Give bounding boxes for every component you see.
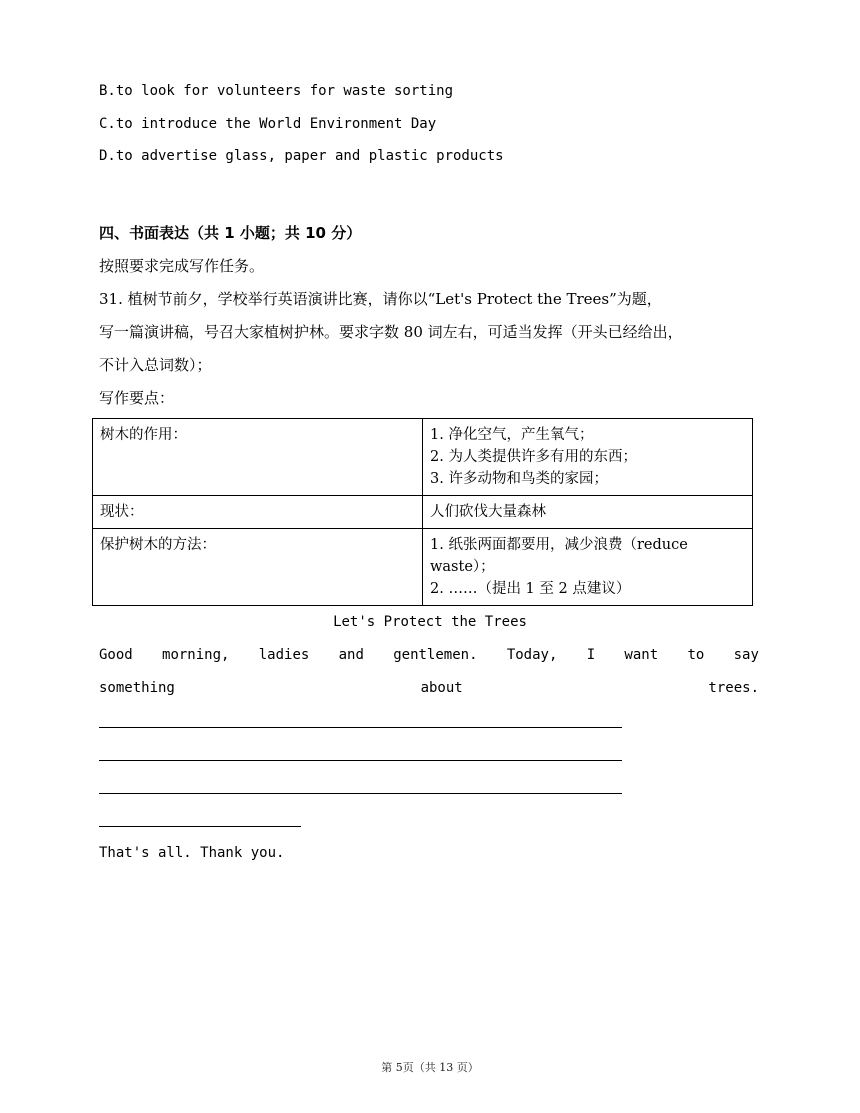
table-item: 2. 为人类提供许多有用的东西； [430,449,637,465]
table-cell-content [423,496,753,529]
answer-blank-line[interactable] [99,793,622,794]
answer-blank-line[interactable] [99,826,301,827]
essay-word: Today, [506,647,558,663]
section-instruction: 按照要求完成写作任务。 [99,257,265,275]
question-line-2: 写一篇演讲稿，号召大家植树护林。要求字数 80 词左右，可适当发挥（开头已经给出， [99,323,683,341]
essay-word: ladies [258,647,310,663]
essay-word: to [687,647,705,663]
answer-blank-line[interactable] [99,727,622,728]
writing-points-table [92,418,753,606]
option-b: B.to look for volunteers for waste sorting [99,83,454,99]
option-d: D.to advertise glass, paper and plastic products [99,148,504,164]
table-cell-content [423,529,753,606]
section-heading: 四、书面表达（共 1 小题；共 10 分） [99,224,362,242]
essay-word: trees. [708,680,759,696]
table-cell-label: 树木的作用： [93,419,423,496]
essay-word: something [99,680,175,696]
option-c: C.to introduce the World Environment Day [99,116,437,132]
table-item: 3. 许多动物和鸟类的家园； [430,471,608,487]
essay-word: Good [99,647,133,663]
question-line-1: 31. 植树节前夕，学校举行英语演讲比赛，请你以“Let's Protect the Trees”为题， [99,290,662,308]
table-row [93,419,753,496]
table-item: waste）； [430,559,495,575]
page-footer: 第 5页（共 13 页） [381,1061,479,1074]
essay-word: I [586,647,596,663]
table-cell-label: 现状： [93,496,423,529]
essay-title: Let's Protect the Trees [333,614,527,630]
question-line-3: 不计入总词数）； [99,356,212,374]
essay-closing: That's all. Thank you. [99,845,285,861]
essay-opening-line-1 [99,645,759,665]
table-cell-label: 保护树木的方法： [93,529,423,606]
table-row [93,496,753,529]
table-item: 人们砍伐大量森林 [430,504,546,520]
table-item: 1. 净化空气，产生氧气； [430,427,594,443]
essay-word: gentlemen. [393,647,478,663]
essay-word: morning, [162,647,230,663]
answer-blank-line[interactable] [99,760,622,761]
essay-word: about [420,680,463,696]
table-row [93,529,753,606]
essay-word: want [624,647,659,663]
essay-word: say [733,647,759,663]
writing-points-label: 写作要点： [99,389,175,407]
table-item: 1. 纸张两面都要用，减少浪费（reduce [430,537,688,553]
table-cell-content [423,419,753,496]
essay-opening-line-2 [99,678,759,698]
table-item: 2. ……（提出 1 至 2 点建议） [430,581,631,597]
essay-word: and [338,647,364,663]
